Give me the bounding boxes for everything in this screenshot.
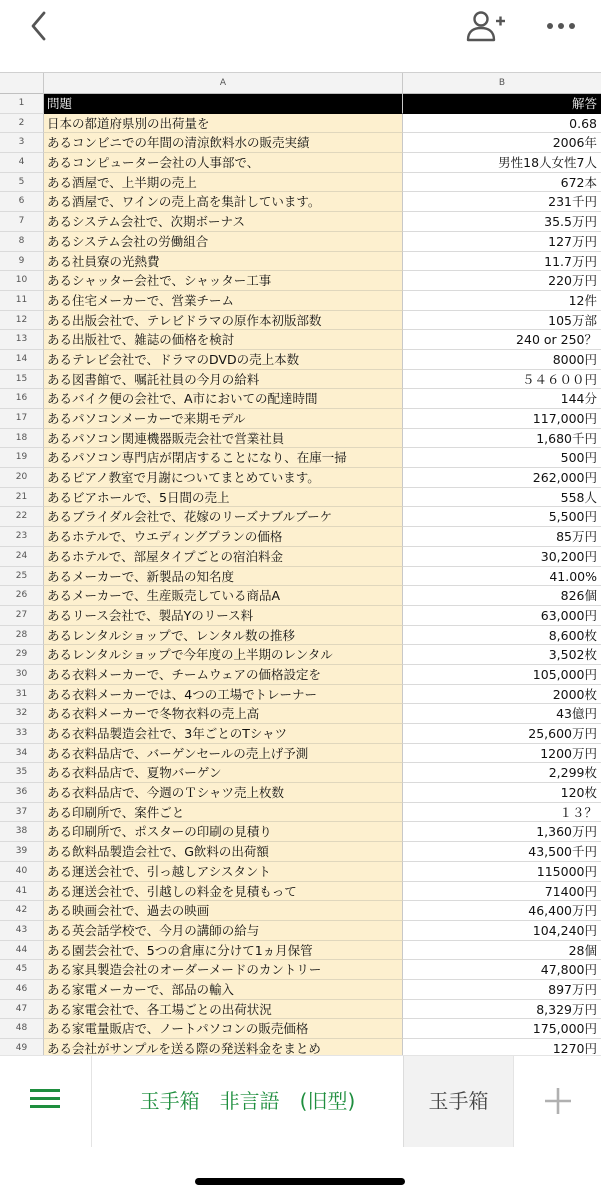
row-number[interactable]: 39 — [0, 842, 44, 862]
cell-question[interactable]: ある衣料メーカーで、チームウェアの価格設定を — [44, 665, 403, 685]
cell-answer[interactable]: 43億円 — [403, 704, 601, 724]
cell-question[interactable]: ある酒屋で、上半期の売上 — [44, 173, 403, 193]
row-number[interactable]: 14 — [0, 350, 44, 370]
cell-answer[interactable]: 897万円 — [403, 980, 601, 1000]
table-row — [0, 941, 601, 961]
cell-answer[interactable]: 47,800円 — [403, 960, 601, 980]
hamburger-menu-icon — [30, 1097, 60, 1100]
table-row — [0, 330, 601, 350]
cell-answer[interactable]: 231千円 — [403, 192, 601, 212]
cell-question[interactable]: ある家電会社で、各工場ごとの出荷状況 — [44, 1000, 403, 1020]
cell-answer[interactable]: 127万円 — [403, 232, 601, 252]
cell-question[interactable]: ある出版会社で、テレビドラマの原作本初版部数 — [44, 311, 403, 331]
cell-answer[interactable]: 0.68 — [403, 114, 601, 134]
cell-question[interactable]: ある衣料品店で、今週のＴシャツ売上枚数 — [44, 783, 403, 803]
column-header-bar — [0, 72, 601, 94]
cell-question[interactable]: あるピアノ教室で月謝についてまとめています。 — [44, 468, 403, 488]
row-number[interactable]: 40 — [0, 862, 44, 882]
cell-answer[interactable]: 85万円 — [403, 527, 601, 547]
cell-answer[interactable]: 1,680千円 — [403, 429, 601, 449]
table-row — [0, 783, 601, 803]
cell-answer[interactable]: 175,000円 — [403, 1019, 601, 1039]
table-row — [0, 744, 601, 764]
row-number[interactable]: 32 — [0, 704, 44, 724]
cell-answer[interactable]: １３？ — [403, 803, 601, 823]
row-number[interactable]: 17 — [0, 409, 44, 429]
cell-question[interactable]: ある家具製造会社のオーダーメードのカントリー — [44, 960, 403, 980]
row-number[interactable]: 25 — [0, 567, 44, 587]
cell-question[interactable]: あるコンビニでの年間の清涼飲料水の販売実績 — [44, 133, 403, 153]
row-number[interactable]: 20 — [0, 468, 44, 488]
chevron-left-icon — [22, 8, 58, 44]
cell-question[interactable]: あるパソコン専門店が閉店することになり、在庫一掃 — [44, 448, 403, 468]
home-indicator[interactable] — [195, 1178, 405, 1185]
row-number[interactable]: 15 — [0, 370, 44, 390]
cell-question[interactable]: あるシステム会社の労働組合 — [44, 232, 403, 252]
cell-answer[interactable]: 1270円 — [403, 1039, 601, 1055]
table-row — [0, 960, 601, 980]
row-number[interactable]: 28 — [0, 626, 44, 646]
row-number[interactable]: 8 — [0, 232, 44, 252]
cell-question[interactable]: あるリース会社で、製品Yのリース料 — [44, 606, 403, 626]
cell-answer[interactable]: 11.7万円 — [403, 252, 601, 272]
cell-answer[interactable]: 262,000円 — [403, 468, 601, 488]
table-row — [0, 763, 601, 783]
table-row — [0, 212, 601, 232]
cell-answer[interactable]: 3,502枚 — [403, 645, 601, 665]
cell-answer[interactable]: 105万部 — [403, 311, 601, 331]
table-row — [0, 488, 601, 508]
cell-answer[interactable]: 41.00% — [403, 567, 601, 587]
row-number[interactable]: 43 — [0, 921, 44, 941]
row-number[interactable]: 31 — [0, 685, 44, 705]
cell-question[interactable]: 問題 — [44, 94, 403, 114]
sheet-rows — [0, 94, 601, 1055]
row-number[interactable]: 5 — [0, 173, 44, 193]
row-number[interactable]: 3 — [0, 133, 44, 153]
cell-question[interactable]: あるホテルで、部屋タイプごとの宿泊料金 — [44, 547, 403, 567]
hamburger-menu-icon — [30, 1105, 60, 1108]
cell-answer[interactable]: 43,500千円 — [403, 842, 601, 862]
row-number[interactable]: 2 — [0, 114, 44, 134]
cell-answer[interactable]: 解答 — [403, 94, 601, 114]
cell-answer[interactable]: 115000円 — [403, 862, 601, 882]
table-row — [0, 291, 601, 311]
cell-answer[interactable]: 2000枚 — [403, 685, 601, 705]
row-number[interactable]: 4 — [0, 153, 44, 173]
row-number[interactable]: 26 — [0, 586, 44, 606]
table-row — [0, 1000, 601, 1020]
cell-question[interactable]: ある家電メーカーで、部品の輸入 — [44, 980, 403, 1000]
table-row — [0, 409, 601, 429]
table-row — [0, 842, 601, 862]
cell-question[interactable]: ある印刷所で、案件ごと — [44, 803, 403, 823]
sheet-tab-bar — [0, 1055, 601, 1147]
table-row — [0, 448, 601, 468]
more-options-button[interactable] — [541, 10, 581, 42]
table-row — [0, 1019, 601, 1039]
table-row — [0, 882, 601, 902]
cell-question[interactable]: ある衣料品製造会社で、3年ごとのTシャツ — [44, 724, 403, 744]
cell-answer[interactable]: 144分 — [403, 389, 601, 409]
table-row — [0, 429, 601, 449]
cell-question[interactable]: ある出版社で、雑誌の価格を検討 — [44, 330, 403, 350]
table-row — [0, 350, 601, 370]
table-row — [0, 153, 601, 173]
cell-question[interactable]: ある図書館で、嘱託社員の今月の給料 — [44, 370, 403, 390]
row-number[interactable]: 27 — [0, 606, 44, 626]
row-number[interactable]: 35 — [0, 763, 44, 783]
table-row — [0, 567, 601, 587]
table-row — [0, 133, 601, 153]
row-number[interactable]: 36 — [0, 783, 44, 803]
cell-answer[interactable]: 8,329万円 — [403, 1000, 601, 1020]
cell-question[interactable]: あるビアホールで、5日間の売上 — [44, 488, 403, 508]
cell-question[interactable]: あるレンタルショップで今年度の上半期のレンタル — [44, 645, 403, 665]
cell-answer[interactable]: 8000円 — [403, 350, 601, 370]
table-row — [0, 803, 601, 823]
table-row — [0, 114, 601, 134]
table-row — [0, 980, 601, 1000]
cell-question[interactable]: ある運送会社で、引越しの料金を見積もって — [44, 882, 403, 902]
cell-answer[interactable]: 120枚 — [403, 783, 601, 803]
add-person-icon — [464, 8, 508, 44]
cell-question[interactable]: あるシャッター会社で、シャッター工事 — [44, 271, 403, 291]
cell-question[interactable]: あるコンピューター会社の人事部で、 — [44, 153, 403, 173]
row-number[interactable]: 29 — [0, 645, 44, 665]
cell-answer[interactable]: 672本 — [403, 173, 601, 193]
table-row — [0, 704, 601, 724]
cell-answer[interactable]: 5,500円 — [403, 507, 601, 527]
cell-answer[interactable]: 63,000円 — [403, 606, 601, 626]
cell-question[interactable]: あるホテルで、ウエディングプランの価格 — [44, 527, 403, 547]
row-number[interactable]: 49 — [0, 1039, 44, 1055]
sheet-tab-active[interactable]: 玉手箱 非言語 (旧型) — [91, 1056, 403, 1147]
row-number[interactable]: 34 — [0, 744, 44, 764]
cell-question[interactable]: 日本の都道府県別の出荷量を — [44, 114, 403, 134]
cell-question[interactable]: ある衣料品店で、バーゲンセールの売上げ予測 — [44, 744, 403, 764]
cell-question[interactable]: あるレンタルショップで、レンタル数の推移 — [44, 626, 403, 646]
table-row — [0, 901, 601, 921]
cell-answer[interactable]: 117,000円 — [403, 409, 601, 429]
row-number[interactable]: 12 — [0, 311, 44, 331]
row-number[interactable]: 19 — [0, 448, 44, 468]
table-row — [0, 921, 601, 941]
cell-question[interactable]: ある社員寮の光熱費 — [44, 252, 403, 272]
cell-question[interactable]: あるシステム会社で、次期ボーナス — [44, 212, 403, 232]
cell-question[interactable]: ある衣料メーカーでは、4つの工場でトレーナー — [44, 685, 403, 705]
table-row — [0, 1039, 601, 1055]
cell-question[interactable]: ある衣料品店で、夏物バーゲン — [44, 763, 403, 783]
top-app-bar — [0, 0, 601, 72]
row-number[interactable]: 47 — [0, 1000, 44, 1020]
sheet-tab[interactable]: 玉手箱 — [403, 1056, 513, 1147]
cell-question[interactable]: あるメーカーで、生産販売している商品A — [44, 586, 403, 606]
row-number[interactable]: 48 — [0, 1019, 44, 1039]
cell-question[interactable]: ある会社がサンプルを送る際の発送料金をまとめ — [44, 1039, 403, 1055]
cell-answer[interactable]: 25,600万円 — [403, 724, 601, 744]
table-row — [0, 370, 601, 390]
more-horizontal-icon — [541, 10, 581, 42]
cell-question[interactable]: あるパソコン関連機器販売会社で営業社員 — [44, 429, 403, 449]
cell-answer[interactable]: 558人 — [403, 488, 601, 508]
cell-question[interactable]: あるバイク便の会社で、A市においての配達時間 — [44, 389, 403, 409]
cell-answer[interactable]: 1200万円 — [403, 744, 601, 764]
cell-question[interactable]: ある印刷所で、ポスターの印刷の見積り — [44, 822, 403, 842]
cell-answer[interactable]: 105,000円 — [403, 665, 601, 685]
row-number[interactable]: 7 — [0, 212, 44, 232]
column-header-a[interactable]: A — [44, 73, 403, 94]
table-row — [0, 311, 601, 331]
row-number[interactable]: 30 — [0, 665, 44, 685]
cell-question[interactable]: あるパソコンメーカーで来期モデル — [44, 409, 403, 429]
row-number[interactable]: 18 — [0, 429, 44, 449]
plus-icon — [514, 1056, 601, 1147]
row-number[interactable]: 10 — [0, 271, 44, 291]
cell-answer[interactable]: 71400円 — [403, 882, 601, 902]
share-button[interactable] — [464, 8, 508, 44]
cell-question[interactable]: あるメーカーで、新製品の知名度 — [44, 567, 403, 587]
table-row — [0, 724, 601, 744]
row-number[interactable]: 21 — [0, 488, 44, 508]
cell-question[interactable]: ある酒屋で、ワインの売上高を集計しています。 — [44, 192, 403, 212]
row-number[interactable]: 41 — [0, 882, 44, 902]
hamburger-menu-icon — [30, 1089, 60, 1092]
row-number[interactable]: 44 — [0, 941, 44, 961]
table-row — [0, 252, 601, 272]
table-row — [0, 507, 601, 527]
cell-question[interactable]: ある家電量販店で、ノートパソコンの販売価格 — [44, 1019, 403, 1039]
cell-question[interactable]: ある飲料品製造会社で、G飲料の出荷額 — [44, 842, 403, 862]
row-number[interactable]: 33 — [0, 724, 44, 744]
row-number[interactable]: 45 — [0, 960, 44, 980]
spreadsheet-grid — [0, 72, 601, 1055]
cell-answer[interactable]: 8,600枚 — [403, 626, 601, 646]
cell-answer[interactable]: 1,360万円 — [403, 822, 601, 842]
cell-question[interactable]: ある英会話学校で、今月の講師の給与 — [44, 921, 403, 941]
cell-answer[interactable]: 12件 — [403, 291, 601, 311]
cell-answer[interactable]: 46,400万円 — [403, 901, 601, 921]
table-row — [0, 192, 601, 212]
table-row — [0, 685, 601, 705]
row-number[interactable]: 23 — [0, 527, 44, 547]
cell-answer[interactable]: 2,299枚 — [403, 763, 601, 783]
row-number[interactable]: 38 — [0, 822, 44, 842]
cell-answer[interactable]: 30,200円 — [403, 547, 601, 567]
cell-answer[interactable]: 220万円 — [403, 271, 601, 291]
cell-answer[interactable]: 826個 — [403, 586, 601, 606]
cell-answer[interactable]: 男性18人女性7人 — [403, 153, 601, 173]
table-row — [0, 822, 601, 842]
table-row — [0, 468, 601, 488]
table-row — [0, 232, 601, 252]
cell-answer[interactable]: 35.5万円 — [403, 212, 601, 232]
cell-question[interactable]: あるブライダル会社で、花嫁のリーズナブルブーケ — [44, 507, 403, 527]
table-row — [0, 547, 601, 567]
back-button[interactable] — [22, 8, 58, 44]
cell-question[interactable]: あるテレビ会社で、ドラマのDVDの売上本数 — [44, 350, 403, 370]
cell-answer[interactable]: 104,240円 — [403, 921, 601, 941]
cell-answer[interactable]: 500円 — [403, 448, 601, 468]
column-header-b[interactable]: B — [498, 78, 506, 88]
table-row — [0, 173, 601, 193]
table-row — [0, 389, 601, 409]
cell-question[interactable]: ある衣料メーカーで冬物衣料の売上高 — [44, 704, 403, 724]
cell-question[interactable]: ある住宅メーカーで、営業チーム — [44, 291, 403, 311]
table-row — [0, 626, 601, 646]
table-row — [0, 665, 601, 685]
cell-question[interactable]: ある運送会社で、引っ越しアシスタント — [44, 862, 403, 882]
add-sheet-button[interactable] — [513, 1056, 601, 1147]
cell-answer[interactable]: 240 or 250？ — [403, 330, 601, 350]
row-number[interactable]: 24 — [0, 547, 44, 567]
cell-question[interactable]: ある映画会社で、過去の映画 — [44, 901, 403, 921]
row-number[interactable]: 46 — [0, 980, 44, 1000]
table-row — [0, 606, 601, 626]
row-number[interactable]: 37 — [0, 803, 44, 823]
cell-question[interactable]: ある園芸会社で、5つの倉庫に分けて1ヵ月保管 — [44, 941, 403, 961]
row-number[interactable]: 9 — [0, 252, 44, 272]
table-row — [0, 645, 601, 665]
row-number[interactable]: 22 — [0, 507, 44, 527]
table-row — [0, 527, 601, 547]
cell-answer[interactable]: 2006年 — [403, 133, 601, 153]
header-row — [0, 94, 601, 114]
row-number[interactable]: 13 — [0, 330, 44, 350]
row-number[interactable]: 16 — [0, 389, 44, 409]
sheet-menu-button[interactable] — [0, 1056, 91, 1147]
select-all-corner[interactable] — [0, 73, 44, 94]
row-number[interactable]: 11 — [0, 291, 44, 311]
row-number[interactable]: 1 — [0, 94, 44, 114]
cell-answer[interactable]: ５４６００円 — [403, 370, 601, 390]
cell-answer[interactable]: 28個 — [403, 941, 601, 961]
table-row — [0, 586, 601, 606]
table-row — [0, 271, 601, 291]
table-row — [0, 862, 601, 882]
row-number[interactable]: 42 — [0, 901, 44, 921]
row-number[interactable]: 6 — [0, 192, 44, 212]
